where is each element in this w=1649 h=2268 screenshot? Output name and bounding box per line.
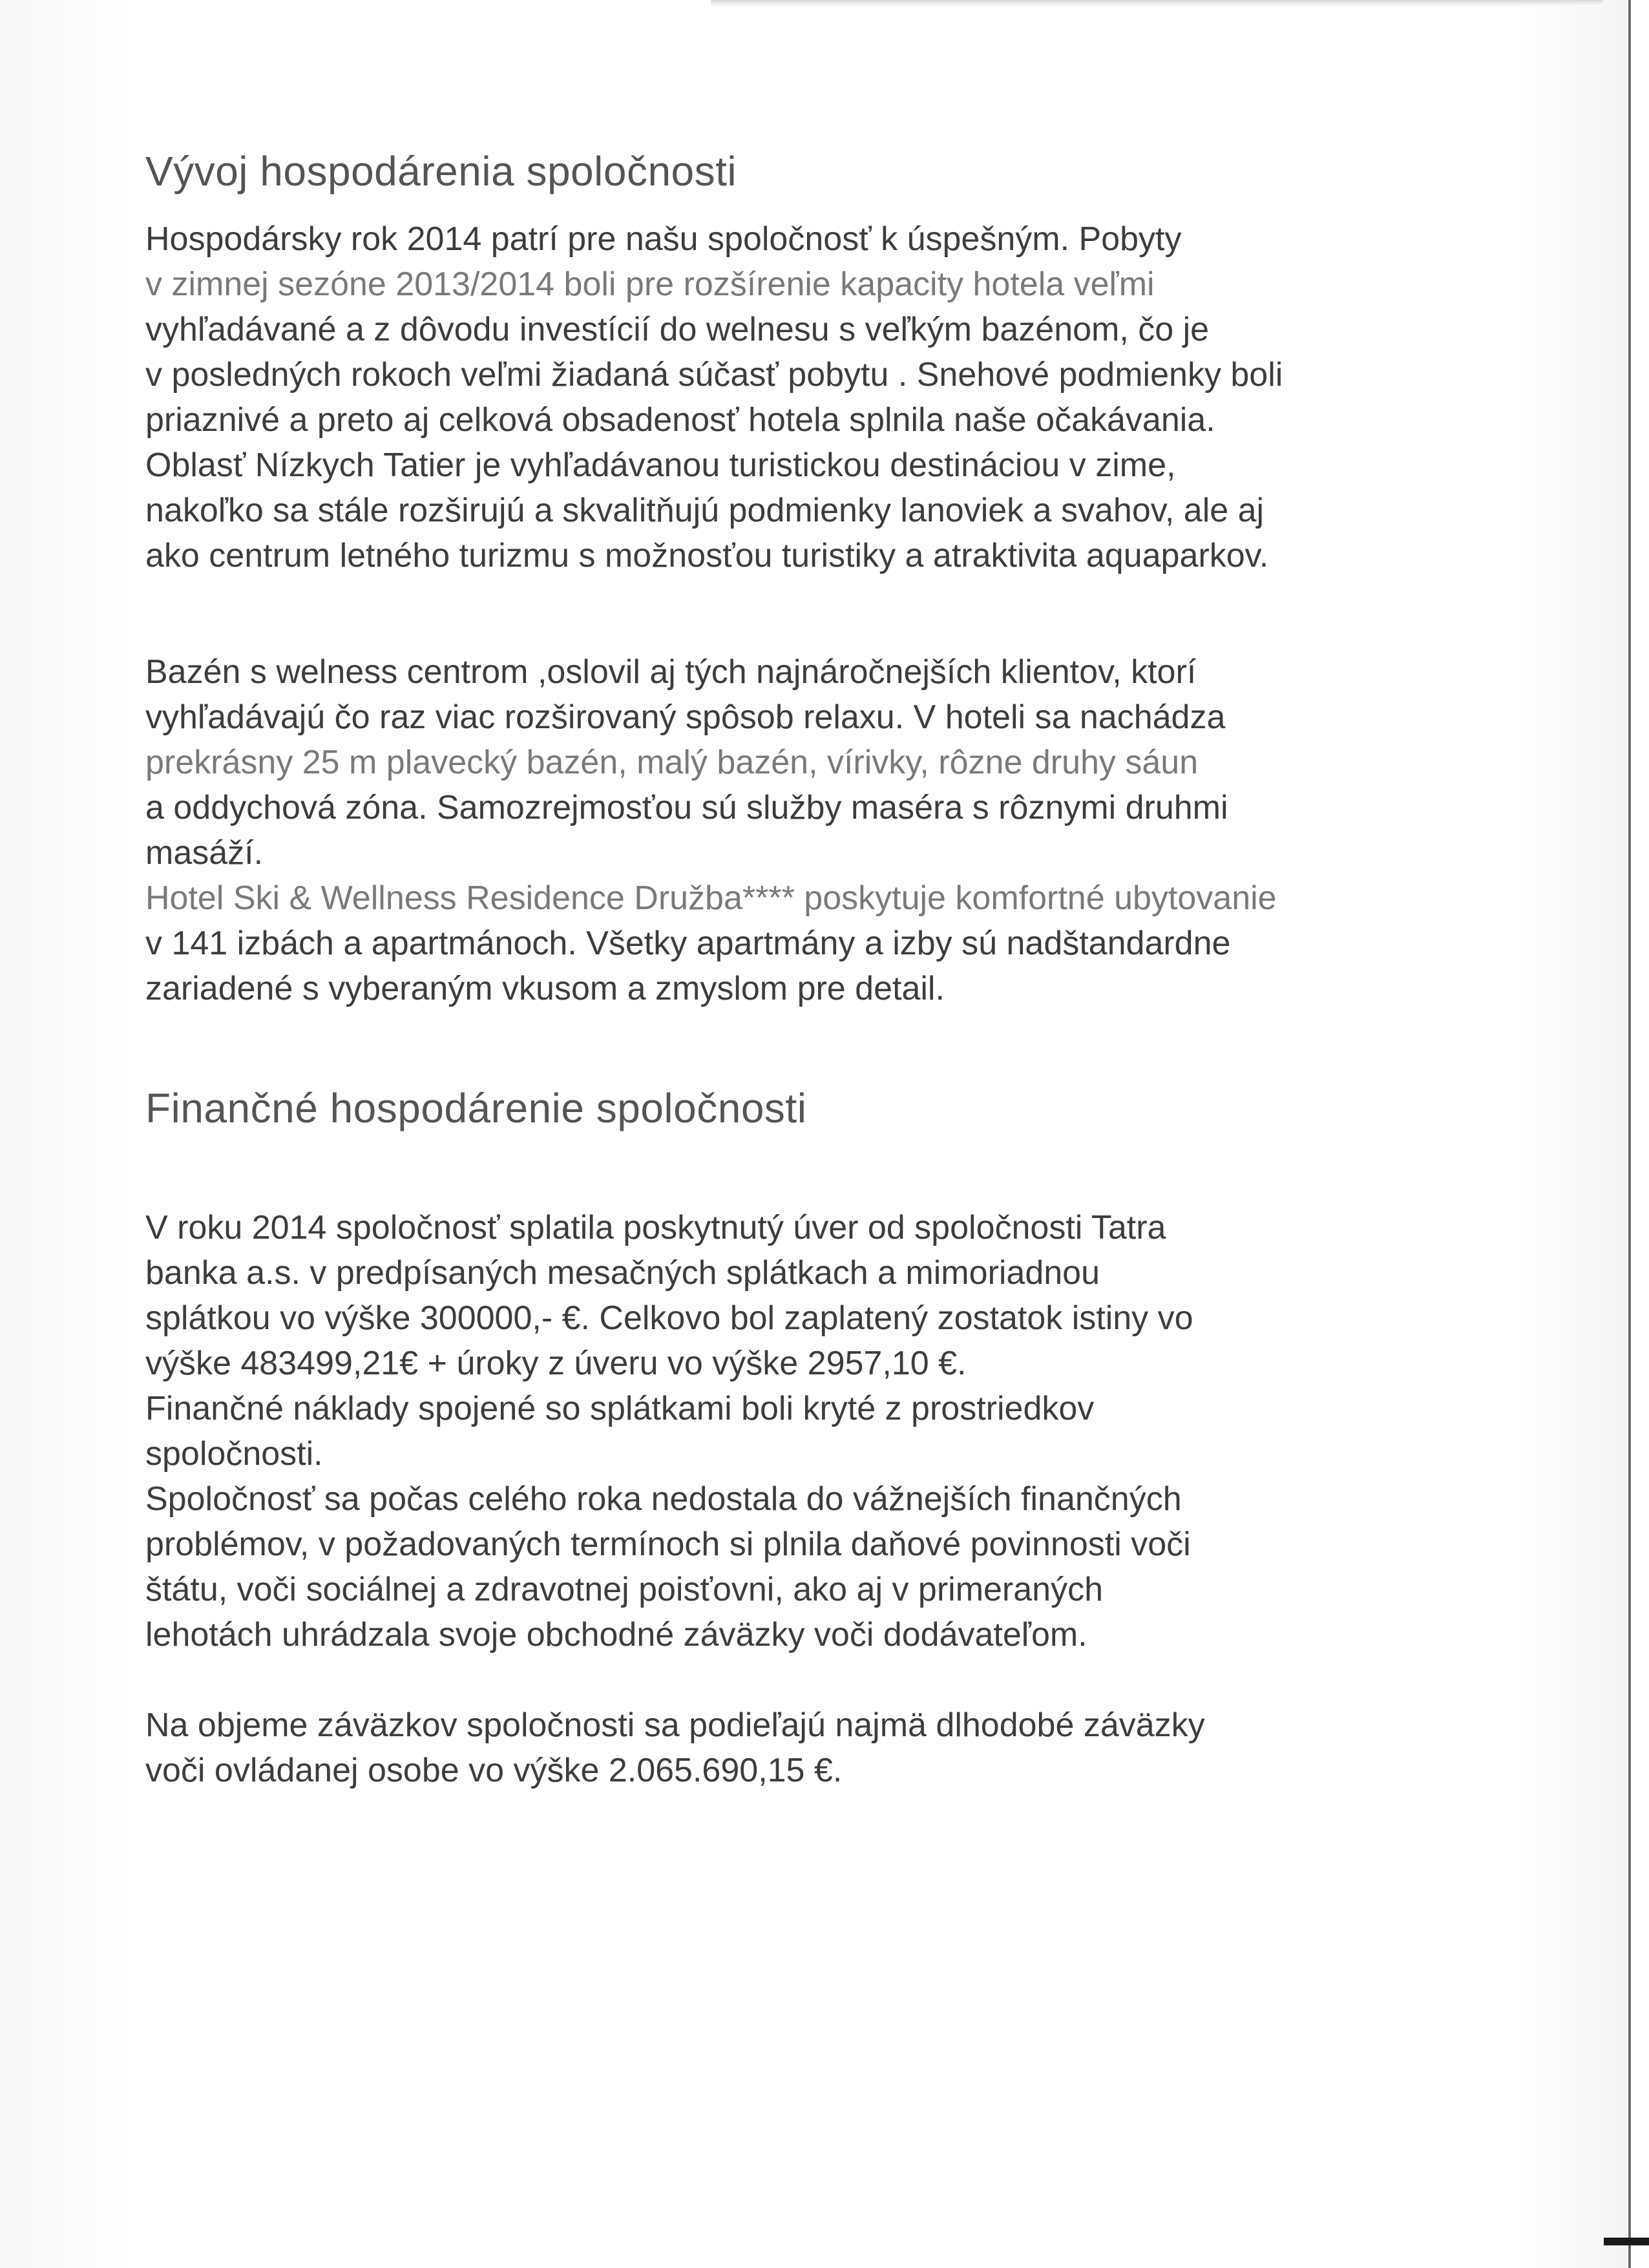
text-line: vyhľadávajú čo raz viac rozširovaný spôsob relaxu. V hoteli sa nachádza	[145, 698, 1226, 736]
paragraph-loan-repayment	[145, 1205, 1438, 1657]
text-line: Finančné náklady spojené so splátkami boli kryté z prostriedkov	[145, 1390, 1095, 1427]
text-line: lehotách uhrádzala svoje obchodné záväzky voči dodávateľom.	[145, 1616, 1087, 1654]
text-line: problémov, v požadovaných termínoch si plnila daňové povinnosti voči	[145, 1526, 1191, 1563]
text-line: v posledných rokoch veľmi žiadaná súčasť pobytu . Snehové podmienky boli	[145, 356, 1283, 394]
text-line: priaznivé a preto aj celková obsadenosť hotela splnila naše očakávania.	[145, 401, 1215, 439]
text-line: Hotel Ski & Wellness Residence Družba**** poskytuje komfortné ubytovanie	[145, 879, 1277, 917]
scan-corner-mark	[1604, 2238, 1649, 2245]
paragraph-liabilities	[145, 1703, 1438, 1793]
paragraph-economic-year	[145, 216, 1438, 578]
text-line: Spoločnosť sa počas celého roka nedostala do vážnejších finančných	[145, 1480, 1182, 1518]
text-line: štátu, voči sociálnej a zdravotnej poisťovni, ako aj v primeraných	[145, 1571, 1103, 1608]
text-line: masáží.	[145, 834, 264, 872]
section-title-development: Vývoj hospodárenia spoločnosti	[145, 148, 737, 194]
text-line: banka a.s. v predpísaných mesačných splátkach a mimoriadnou	[145, 1254, 1100, 1292]
section-title-finance: Finančné hospodárenie spoločnosti	[145, 1085, 807, 1131]
text-line: V roku 2014 spoločnosť splatila poskytnutý úver od spoločnosti Tatra	[145, 1209, 1166, 1246]
text-line: a oddychová zóna. Samozrejmosťou sú služby maséra s rôznymi druhmi	[145, 789, 1228, 826]
text-line: Na objeme záväzkov spoločnosti sa podieľajú najmä dlhodobé záväzky	[145, 1706, 1205, 1744]
text-line: Oblasť Nízkych Tatier je vyhľadávanou turistickou destináciou v zime,	[145, 446, 1176, 484]
text-line: vyhľadávané a z dôvodu investícií do welnesu s veľkým bazénom, čo je	[145, 311, 1210, 348]
scan-right-margin	[1631, 0, 1649, 2268]
text-line: voči ovládanej osobe vo výške 2.065.690,15 €.	[145, 1752, 843, 1789]
text-line: nakoľko sa stále rozširujú a skvalitňujú podmienky lanoviek a svahov, ale aj	[145, 492, 1265, 529]
text-line: spoločnosti.	[145, 1435, 323, 1473]
text-line: zariadené s vyberaným vkusom a zmyslom pre detail.	[145, 970, 945, 1007]
text-line: v 141 izbách a apartmánoch. Všetky apartmány a izby sú nadštandardne	[145, 925, 1231, 962]
text-line: ako centrum letného turizmu s možnosťou turistiky a atraktivita aquaparkov.	[145, 537, 1269, 574]
scan-right-edge	[1628, 0, 1631, 2268]
text-line: Hospodársky rok 2014 patrí pre našu spoločnosť k úspešným. Pobyty	[145, 220, 1182, 258]
text-line: v zimnej sezóne 2013/2014 boli pre rozšírenie kapacity hotela veľmi	[145, 266, 1155, 303]
text-line: Bazén s welness centrom ,oslovil aj tých najnáročnejších klientov, ktorí	[145, 653, 1197, 691]
text-line: výške 483499,21€ + úroky z úveru vo výške 2957,10 €.	[145, 1345, 967, 1382]
text-line: prekrásny 25 m plavecký bazén, malý bazén, vírivky, rôzne druhy sáun	[145, 744, 1199, 781]
scan-top-edge	[711, 0, 1602, 6]
document-body	[145, 145, 1438, 1793]
text-line: splátkou vo výške 300000,- €. Celkovo bol zaplatený zostatok istiny vo	[145, 1299, 1193, 1337]
paragraph-wellness	[145, 649, 1438, 1011]
